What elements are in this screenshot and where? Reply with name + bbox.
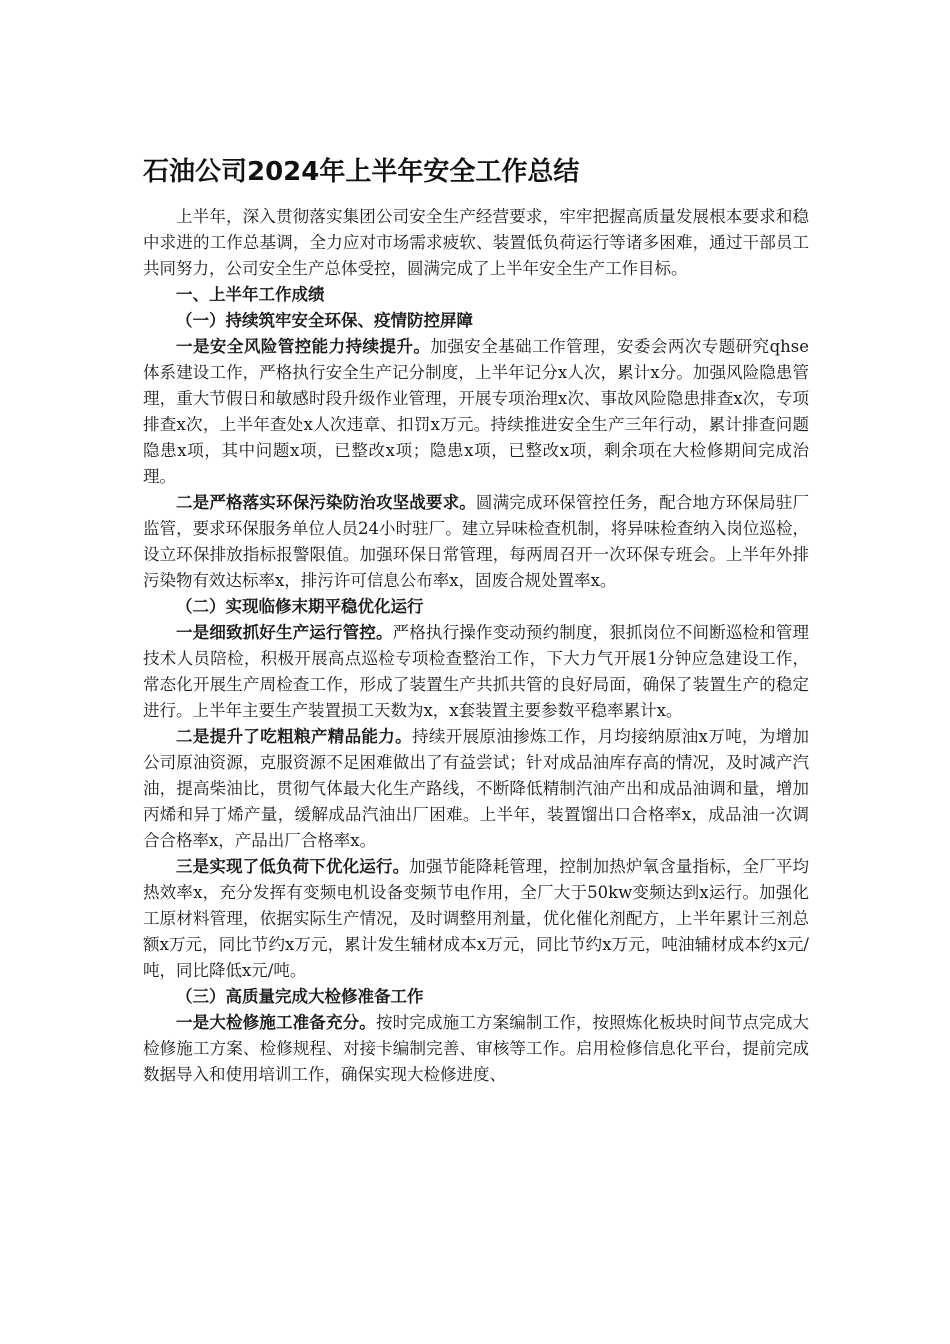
paragraph-risk-control (143, 334, 809, 490)
paragraph-body: 持续开展原油掺炼工作，月均接纳原油x万吨，为增加公司原油资源，克服资源不足困难做出了有益尝试；针对成品油库存高的情况，及时减产汽油，提高柴油比，贯彻气体最大化生产路线，不断降低精制汽油产出和成品油调和量，增加丙烯和异丁烯产量，缓解成品汽油出厂困难。上半年，装置馏出口合格率x，成品油一次调合合格率x，产品出厂合格率x。 (143, 727, 810, 850)
paragraph-lead: 一是安全风险管控能力持续提升。 (176, 337, 431, 356)
paragraph-lead: 二是严格落实环保污染防治攻坚战要求。 (176, 493, 476, 512)
intro-paragraph: 上半年，深入贯彻落实集团公司安全生产经营要求，牢牢把握高质量发展根本要求和稳中求进的工作总基调，全力应对市场需求疲软、装置低负荷运行等诸多困难，通过干部员工共同努力，公司安全生产总体受控，圆满完成了上半年安全生产工作目标。 (143, 207, 809, 278)
subsection-heading-1: （一）持续筑牢安全环保、疫情防控屏障 (176, 311, 473, 330)
paragraph-body: 圆满完成环保管控任务，配合地方环保局驻厂监管，要求环保服务单位人员24小时驻厂。建立异味检查机制，将异味检查纳入岗位巡检，设立环保排放指标报警限值。加强环保日常管理，每两周召开一次环保专班会。上半年外排污染物有效达标率x，排污许可信息公布率x，固废合规处置率x。 (143, 493, 810, 590)
paragraph-operation-control (143, 620, 809, 724)
paragraph-low-load (143, 854, 809, 984)
document-page (143, 150, 809, 1088)
paragraph-lead: 一是大检修施工准备充分。 (176, 1013, 376, 1032)
document-title: 石油公司2024年上半年安全工作总结 (143, 157, 580, 187)
subsection-heading-3: （三）高质量完成大检修准备工作 (176, 987, 424, 1006)
paragraph-lead: 二是提升了吃粗粮产精品能力。 (176, 727, 412, 746)
paragraph-crude-processing (143, 724, 809, 854)
paragraph-lead: 一是细致抓好生产运行管控。 (176, 623, 393, 642)
subsection-heading-2: （二）实现临修末期平稳优化运行 (176, 597, 424, 616)
section-heading: 一、上半年工作成绩 (176, 285, 325, 304)
paragraph-environment (143, 490, 809, 594)
paragraph-body: 加强安全基础工作管理，安委会两次专题研究qhse体系建设工作，严格执行安全生产记分制度，上半年记分x人次，累计x分。加强风险隐患管理，重大节假日和敏感时段升级作业管理，开展专项治理x次、事故风险隐患排查x次，专项排查x次，上半年查处x人次违章、扣罚x万元。持续推进安全生产三年行动，累计排查问题隐患x项，其中问题x项，已整改x项；隐患x项，已整改x项，剩余项在大检修期间完成治理。 (143, 337, 809, 486)
paragraph-overhaul-prep (143, 1010, 809, 1088)
paragraph-body: 加强节能降耗管理，控制加热炉氧含量指标，全厂平均热效率x，充分发挥有变频电机设备变频节电作用，全厂大于50kw变频达到x运行。加强化工原材料管理，依据实际生产情况，及时调整用剂量，优化催化剂配方，上半年累计三剂总额x万元，同比节约x万元，累计发生辅材成本x万元，同比节约x万元，吨油辅材成本约x元/吨，同比降低x元/吨。 (143, 857, 810, 980)
paragraph-body: 按时完成施工方案编制工作，按照炼化板块时间节点完成大检修施工方案、检修规程、对接卡编制完善、审核等工作。启用检修信息化平台，提前完成数据导入和使用培训工作，确保实现大检修进度、 (143, 1013, 810, 1084)
paragraph-body: 严格执行操作变动预约制度，狠抓岗位不间断巡检和管理技术人员陪检，积极开展高点巡检专项检查整治工作，下大力气开展1分钟应急建设工作，常态化开展生产周检查工作，形成了装置生产共抓共管的良好局面，确保了装置生产的稳定进行。上半年主要生产装置损工天数为x，x套装置主要参数平稳率累计x。 (143, 623, 810, 720)
paragraph-lead: 三是实现了低负荷下优化运行。 (176, 857, 410, 876)
